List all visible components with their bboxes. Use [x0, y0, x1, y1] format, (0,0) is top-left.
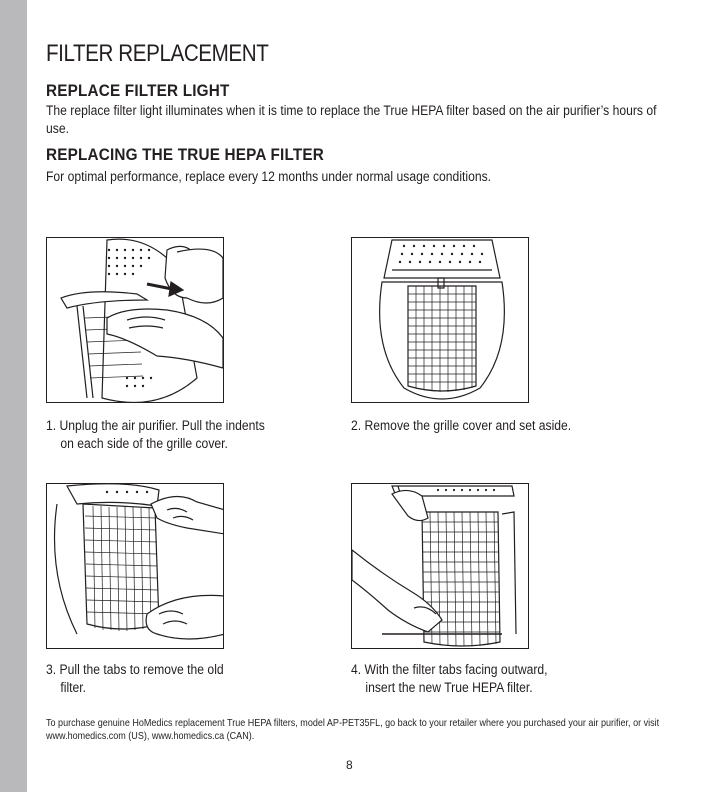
step-number: 1.: [46, 418, 57, 433]
step-2-illustration: [351, 237, 529, 403]
step-text-line-1: With the filter tabs facing outward,: [364, 662, 548, 677]
section-text-replacing-filter: For optimal performance, replace every 12 months under normal usage conditions.: [46, 169, 492, 184]
section-heading-replacing-filter: REPLACING THE TRUE HEPA FILTER: [46, 145, 324, 164]
page-edge-bar: [0, 0, 27, 792]
step-3-illustration: [46, 483, 224, 649]
section-text-filter-light: The replace filter light illuminates when it is time to replace the True HEPA filter based on the air purifier’s hours of use.: [46, 103, 657, 136]
step-text-line-1: Remove the grille cover and set aside.: [364, 418, 572, 433]
step-text-line-2: on each side of the grille cover.: [60, 436, 228, 451]
step-number: 2.: [351, 418, 362, 433]
section-heading-filter-light: REPLACE FILTER LIGHT: [46, 81, 230, 100]
step-4-illustration: [351, 483, 529, 649]
step-text-line-2: insert the new True HEPA filter.: [365, 680, 533, 695]
step-text-line-1: Pull the tabs to remove the old: [59, 662, 224, 677]
step-1-caption: [46, 417, 265, 453]
step-1-illustration: [46, 237, 224, 403]
purchase-note: To purchase genuine HoMedics replacement True HEPA filters, model AP-PET35FL, go back to your retailer where you purchased your air purifier, or visit www.homedics.com (US), www.homedics.ca (CAN).: [46, 717, 660, 742]
page-number: 8: [346, 758, 353, 772]
step-number: 3.: [46, 662, 57, 677]
page-title: FILTER REPLACEMENT: [46, 40, 269, 67]
step-text-line-2: filter.: [60, 680, 87, 695]
step-number: 4.: [351, 662, 362, 677]
step-text-line-1: Unplug the air purifier. Pull the indents: [59, 418, 265, 433]
step-4-caption: [351, 661, 548, 697]
step-2-caption: [351, 417, 571, 435]
step-3-caption: [46, 661, 224, 697]
